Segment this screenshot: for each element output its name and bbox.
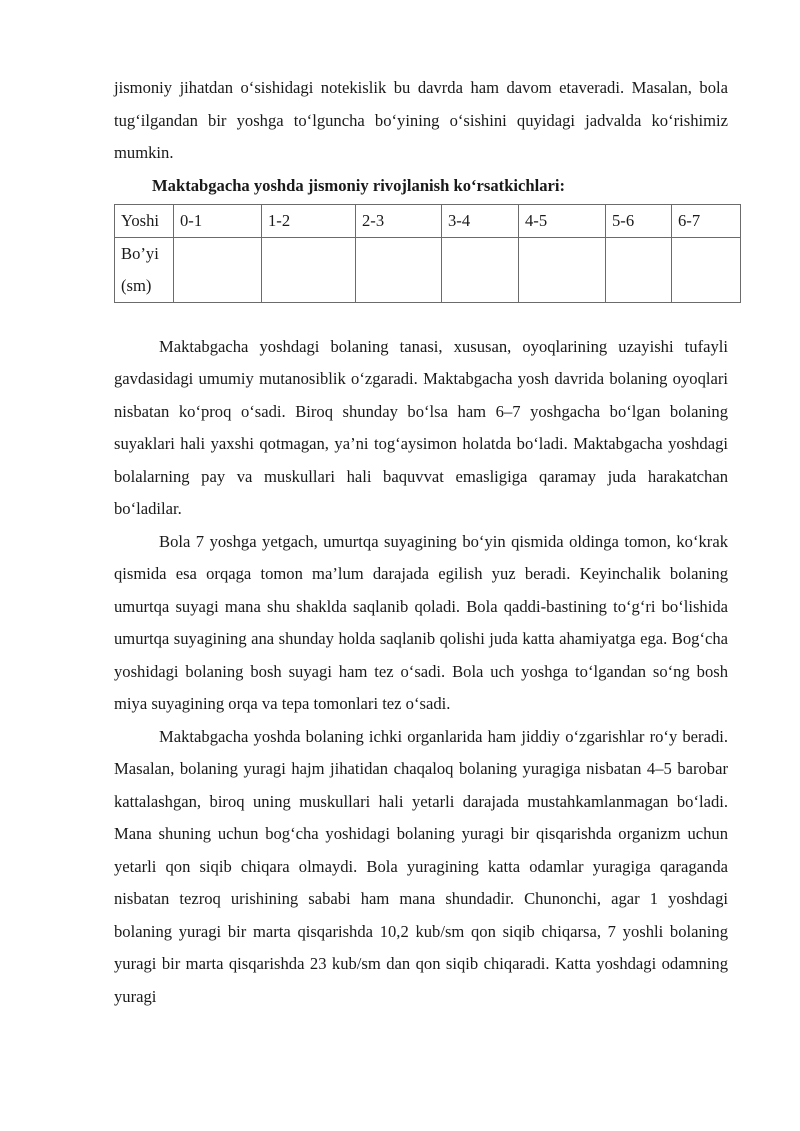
age-cell: 3-4: [442, 204, 519, 237]
age-label-cell: Yoshi: [115, 204, 174, 237]
document-page: [114, 72, 728, 1013]
height-cell: [606, 237, 672, 302]
growth-table: [114, 204, 741, 303]
table-heading: Maktabgacha yoshda jismoniy rivojlanish ko‘rsatkichlari:: [152, 175, 566, 195]
table-row-height: [115, 237, 741, 302]
age-cell: 5-6: [606, 204, 672, 237]
intro-paragraph: jismoniy jihatdan o‘sishidagi notekislik bu davrda ham davom etaveradi. Masalan, bola tug‘ilgandan bir yoshga to‘lguncha bo‘yining o‘sishini quyidagi jadvalda ko‘rishimiz mumkin.: [114, 78, 728, 162]
height-cell: [519, 237, 606, 302]
height-cell: [174, 237, 262, 302]
age-cell: 6-7: [672, 204, 741, 237]
height-label-cell: [115, 237, 174, 302]
age-cell: 4-5: [519, 204, 606, 237]
height-cell: [442, 237, 519, 302]
body-paragraph: Maktabgacha yoshdagi bolaning tanasi, xususan, oyoqlarining uzayishi tufayli gavdasidagi umumiy mutanosiblik o‘zgaradi. Maktabgacha yosh davrida bolaning oyoqlari nisbatan ko‘proq o‘sadi. Biroq shunday bo‘lsa ham 6–7 yoshgacha bo‘lgan bolaning suyaklari hali yaxshi qotmagan, ya’ni tog‘aysimon holatda bo‘ladi. Maktabgacha yoshdagi bolalarning pay va muskullari hali baquvvat emasligiga qaramay juda harakatchan bo‘ladilar.: [114, 336, 728, 518]
height-cell: [672, 237, 741, 302]
height-cell: [262, 237, 356, 302]
age-cell: 1-2: [262, 204, 356, 237]
body-paragraph: Bola 7 yoshga yetgach, umurtqa suyagining bo‘yin qismida oldinga tomon, ko‘krak qismida esa orqaga tomon ma’lum darajada egilish yuz beradi. Keyinchalik bolaning umurtqa suyagi mana shu shaklda saqlanib qoladi. Bola qaddi-bastining to‘g‘ri bo‘lishida umurtqa suyagining ana shunday holda saqlanib qolishi juda katta ahamiyatga ega. Bog‘cha yoshidagi bolaning bosh suyagi ham tez o‘sadi. Bola uch yoshga to‘lgandan so‘ng bosh miya suyagining orqa va tepa tomonlari tez o‘sadi.: [114, 531, 728, 713]
body-paragraph: Maktabgacha yoshda bolaning ichki organlarida ham jiddiy o‘zgarishlar ro‘y beradi. Masalan, bolaning yuragi hajm jihatidan chaqaloq bolaning yuragiga nisbatan 4–5 barobar kattalashgan, biroq uning muskullari hali yetarli darajada mustahkamlanmagan bo‘ladi. Mana shuning uchun bog‘cha yoshidagi bolaning yuragi bir qisqarishda organizm uchun yetarli qon siqib chiqara olmaydi. Bola yuragining katta odamlar yuragiga qaraganda nisbatan tezroq urishining sababi ham mana shundadir. Chunonchi, agar 1 yoshdagi bolaning yuragi bir marta qisqarishda 10,2 kub/sm qon siqib chiqarsa, 7 yoshli bolaning yuragi bir marta qisqarishda 23 kub/sm dan qon siqib chiqaradi. Katta yoshdagi odamning yuragi: [114, 726, 728, 1006]
height-cell: [356, 237, 442, 302]
table-row-ages: [115, 204, 741, 237]
age-cell: 2-3: [356, 204, 442, 237]
height-label-line1: Bo’yi: [121, 243, 159, 263]
height-label-line2: (sm): [121, 275, 152, 295]
age-cell: 0-1: [174, 204, 262, 237]
